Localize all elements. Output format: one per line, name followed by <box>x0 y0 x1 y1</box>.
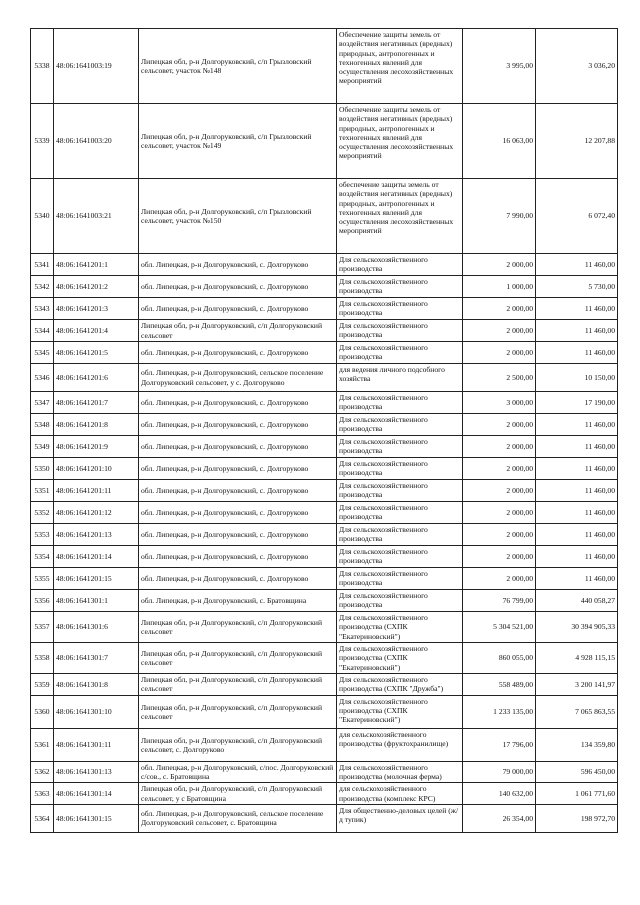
area-cell: 16 063,00 <box>463 104 536 179</box>
cadastral-cost-cell: 30 394 905,33 <box>536 612 618 643</box>
address-cell: обл. Липецкая, р-н Долгоруковский, сельское поселение Долгоруковский сельсовет, с. Братовщина <box>139 804 337 832</box>
address-cell: обл. Липецкая, р-н Долгоруковский, с. Долгоруково <box>139 568 337 590</box>
area-cell: 2 000,00 <box>463 320 536 342</box>
cadastral-number: 48:06:1641003:19 <box>54 29 139 104</box>
row-number: 5352 <box>31 502 54 524</box>
cadastral-number: 48:06:1641003:20 <box>54 104 139 179</box>
row-number: 5340 <box>31 179 54 254</box>
address-cell: Липецкая обл, р-н Долгоруковский, с/п Долгоруковский сельсовет <box>139 695 337 728</box>
area-cell: 17 796,00 <box>463 728 536 761</box>
permitted-use-cell: для ведения личного подсобного хозяйства <box>337 364 463 392</box>
area-cell: 1 000,00 <box>463 276 536 298</box>
cadastral-cost-cell: 11 460,00 <box>536 524 618 546</box>
table-row <box>31 320 618 342</box>
permitted-use-cell: для сельскохозяйственного производства (фруктохранилище) <box>337 728 463 761</box>
permitted-use-cell: Для сельскохозяйственного производства <box>337 254 463 276</box>
row-number: 5349 <box>31 436 54 458</box>
table-row <box>31 414 618 436</box>
table-body <box>31 29 618 833</box>
table-row <box>31 783 618 805</box>
table-row <box>31 364 618 392</box>
row-number: 5345 <box>31 342 54 364</box>
address-cell: обл. Липецкая, р-н Долгоруковский, с. Долгоруково <box>139 546 337 568</box>
permitted-use-cell: Для сельскохозяйственного производства (молочная ферма) <box>337 761 463 783</box>
area-cell: 2 000,00 <box>463 524 536 546</box>
area-cell: 2 000,00 <box>463 436 536 458</box>
row-number: 5357 <box>31 612 54 643</box>
cadastral-number: 48:06:1641301:7 <box>54 643 139 674</box>
area-cell: 76 799,00 <box>463 590 536 612</box>
cadastral-cost-cell: 11 460,00 <box>536 480 618 502</box>
area-cell: 1 233 135,00 <box>463 695 536 728</box>
permitted-use-cell: Для сельскохозяйственного производства <box>337 320 463 342</box>
address-cell: Липецкая обл, р-н Долгоруковский, с/п Долгоруковский сельсовет, у с Братовщина <box>139 783 337 805</box>
cadastral-cost-cell: 12 207,88 <box>536 104 618 179</box>
permitted-use-cell: Для сельскохозяйственного производства (СХПК "Екатериновский") <box>337 612 463 643</box>
cadastral-number: 48:06:1641201:8 <box>54 414 139 436</box>
cadastral-cost-cell: 6 072,40 <box>536 179 618 254</box>
cadastral-number: 48:06:1641201:1 <box>54 254 139 276</box>
cadastral-cost-cell: 596 450,00 <box>536 761 618 783</box>
cadastral-number: 48:06:1641201:4 <box>54 320 139 342</box>
table-row <box>31 568 618 590</box>
cadastral-number: 48:06:1641201:13 <box>54 524 139 546</box>
permitted-use-cell: Обеспечение защиты земель от воздействия негативных (вредных) природных, антропогенных и техногенных явлений для осуществления лесохозяйственных мероприятий <box>337 29 463 104</box>
table-row <box>31 436 618 458</box>
cadastral-cost-cell: 11 460,00 <box>536 414 618 436</box>
cadastral-number: 48:06:1641201:9 <box>54 436 139 458</box>
address-cell: обл. Липецкая, р-н Долгоруковский, с. Долгоруково <box>139 254 337 276</box>
cadastral-cost-cell: 11 460,00 <box>536 254 618 276</box>
table-row <box>31 179 618 254</box>
address-cell: Липецкая обл, р-н Долгоруковский, с/п Грызловский сельсовет, участок №149 <box>139 104 337 179</box>
cadastral-cost-cell: 3 036,20 <box>536 29 618 104</box>
row-number: 5343 <box>31 298 54 320</box>
cadastral-cost-cell: 7 065 863,55 <box>536 695 618 728</box>
area-cell: 2 000,00 <box>463 546 536 568</box>
area-cell: 2 500,00 <box>463 364 536 392</box>
table-row <box>31 643 618 674</box>
permitted-use-cell: Для сельскохозяйственного производства <box>337 480 463 502</box>
row-number: 5350 <box>31 458 54 480</box>
row-number: 5355 <box>31 568 54 590</box>
row-number: 5338 <box>31 29 54 104</box>
cadastral-cost-cell: 11 460,00 <box>536 320 618 342</box>
cadastral-number: 48:06:1641301:13 <box>54 761 139 783</box>
address-cell: обл. Липецкая, р-н Долгоруковский, с. Долгоруково <box>139 298 337 320</box>
row-number: 5356 <box>31 590 54 612</box>
cadastral-number: 48:06:1641301:11 <box>54 728 139 761</box>
cadastral-number: 48:06:1641201:11 <box>54 480 139 502</box>
permitted-use-cell: Для сельскохозяйственного производства (СХПК "Дружба") <box>337 673 463 695</box>
area-cell: 558 489,00 <box>463 673 536 695</box>
permitted-use-cell: Для сельскохозяйственного производства <box>337 392 463 414</box>
area-cell: 3 000,00 <box>463 392 536 414</box>
permitted-use-cell: Для сельскохозяйственного производства <box>337 342 463 364</box>
permitted-use-cell: Для сельскохозяйственного производства (СХПК "Екатериновский") <box>337 643 463 674</box>
permitted-use-cell: Для сельскохозяйственного производства <box>337 276 463 298</box>
address-cell: обл. Липецкая, р-н Долгоруковский, с. Долгоруково <box>139 436 337 458</box>
area-cell: 2 000,00 <box>463 414 536 436</box>
cadastral-number: 48:06:1641201:15 <box>54 568 139 590</box>
row-number: 5359 <box>31 673 54 695</box>
area-cell: 860 055,00 <box>463 643 536 674</box>
row-number: 5361 <box>31 728 54 761</box>
address-cell: Липецкая обл, р-н Долгоруковский, с/п Долгоруковский сельсовет <box>139 612 337 643</box>
row-number: 5342 <box>31 276 54 298</box>
address-cell: обл. Липецкая, р-н Долгоруковский, с. Долгоруково <box>139 480 337 502</box>
cadastral-cost-cell: 3 200 141,97 <box>536 673 618 695</box>
area-cell: 2 000,00 <box>463 502 536 524</box>
permitted-use-cell: Для сельскохозяйственного производства <box>337 298 463 320</box>
address-cell: Липецкая обл, р-н Долгоруковский, с/п Долгоруковский сельсовет <box>139 320 337 342</box>
area-cell: 140 632,00 <box>463 783 536 805</box>
permitted-use-cell: Для сельскохозяйственного производства <box>337 502 463 524</box>
permitted-use-cell: обеспечение защиты земель от воздействия негативных (вредных) природных, антропогенных и техногенных явлений для осуществления лесохозяйственных мероприятий <box>337 179 463 254</box>
address-cell: обл. Липецкая, р-н Долгоруковский, сельское поселение Долгоруковский сельсовет, у с. Долгоруково <box>139 364 337 392</box>
permitted-use-cell: Для общественно-деловых целей (ж/д тупик) <box>337 804 463 832</box>
cadastral-cost-cell: 11 460,00 <box>536 568 618 590</box>
area-cell: 2 000,00 <box>463 342 536 364</box>
row-number: 5339 <box>31 104 54 179</box>
table-row <box>31 502 618 524</box>
cadastral-cost-cell: 11 460,00 <box>536 458 618 480</box>
permitted-use-cell: Для сельскохозяйственного производства <box>337 568 463 590</box>
address-cell: обл. Липецкая, р-н Долгоруковский, с. Долгоруково <box>139 276 337 298</box>
table-row <box>31 276 618 298</box>
permitted-use-cell: для сельскохозяйственного производства (комплекс КРС) <box>337 783 463 805</box>
cadastral-number: 48:06:1641301:10 <box>54 695 139 728</box>
row-number: 5358 <box>31 643 54 674</box>
cadastral-number: 48:06:1641301:1 <box>54 590 139 612</box>
cadastral-cost-cell: 134 359,80 <box>536 728 618 761</box>
table-row <box>31 612 618 643</box>
permitted-use-cell: Для сельскохозяйственного производства <box>337 524 463 546</box>
address-cell: обл. Липецкая, р-н Долгоруковский, с. Долгоруково <box>139 458 337 480</box>
cadastral-number: 48:06:1641201:2 <box>54 276 139 298</box>
cadastral-number: 48:06:1641301:15 <box>54 804 139 832</box>
address-cell: обл. Липецкая, р-н Долгоруковский, с/пос. Долгоруковский с/сов., с. Братовщина <box>139 761 337 783</box>
table-row <box>31 524 618 546</box>
address-cell: обл. Липецкая, р-н Долгоруковский, с. Долгоруково <box>139 502 337 524</box>
table-row <box>31 104 618 179</box>
cadastral-number: 48:06:1641003:21 <box>54 179 139 254</box>
row-number: 5346 <box>31 364 54 392</box>
address-cell: обл. Липецкая, р-н Долгоруковский, с. Долгоруково <box>139 342 337 364</box>
row-number: 5364 <box>31 804 54 832</box>
area-cell: 2 000,00 <box>463 254 536 276</box>
cadastral-cost-cell: 11 460,00 <box>536 502 618 524</box>
cadastral-cost-cell: 11 460,00 <box>536 546 618 568</box>
permitted-use-cell: Для сельскохозяйственного производства (СХПК "Екатериновский") <box>337 695 463 728</box>
cadastral-cost-cell: 1 061 771,60 <box>536 783 618 805</box>
area-cell: 26 354,00 <box>463 804 536 832</box>
row-number: 5348 <box>31 414 54 436</box>
permitted-use-cell: Для сельскохозяйственного производства <box>337 546 463 568</box>
land-plots-table <box>30 28 618 833</box>
cadastral-number: 48:06:1641201:5 <box>54 342 139 364</box>
table-row <box>31 342 618 364</box>
document-page <box>30 28 617 833</box>
permitted-use-cell: Для сельскохозяйственного производства <box>337 590 463 612</box>
address-cell: Липецкая обл, р-н Долгоруковский, с/п Грызловский сельсовет, участок №148 <box>139 29 337 104</box>
table-row <box>31 695 618 728</box>
permitted-use-cell: Для сельскохозяйственного производства <box>337 436 463 458</box>
table-row <box>31 728 618 761</box>
cadastral-cost-cell: 198 972,70 <box>536 804 618 832</box>
cadastral-cost-cell: 11 460,00 <box>536 436 618 458</box>
cadastral-number: 48:06:1641201:14 <box>54 546 139 568</box>
row-number: 5347 <box>31 392 54 414</box>
area-cell: 2 000,00 <box>463 458 536 480</box>
address-cell: Липецкая обл, р-н Долгоруковский, с/п Грызловский сельсовет, участок №150 <box>139 179 337 254</box>
table-row <box>31 392 618 414</box>
address-cell: обл. Липецкая, р-н Долгоруковский, с. Долгоруково <box>139 392 337 414</box>
cadastral-number: 48:06:1641301:8 <box>54 673 139 695</box>
table-row <box>31 480 618 502</box>
cadastral-number: 48:06:1641301:6 <box>54 612 139 643</box>
cadastral-number: 48:06:1641201:12 <box>54 502 139 524</box>
row-number: 5354 <box>31 546 54 568</box>
row-number: 5360 <box>31 695 54 728</box>
cadastral-number: 48:06:1641201:7 <box>54 392 139 414</box>
cadastral-cost-cell: 11 460,00 <box>536 298 618 320</box>
area-cell: 5 304 521,00 <box>463 612 536 643</box>
permitted-use-cell: Обеспечение защиты земель от воздействия негативных (вредных) природных, антропогенных и техногенных явлений для осуществления лесохозяйственных мероприятий <box>337 104 463 179</box>
address-cell: Липецкая обл, р-н Долгоруковский, с/п Долгоруковский сельсовет <box>139 643 337 674</box>
cadastral-cost-cell: 440 058,27 <box>536 590 618 612</box>
permitted-use-cell: Для сельскохозяйственного производства <box>337 414 463 436</box>
address-cell: Липецкая обл, р-н Долгоруковский, с/п Долгоруковский сельсовет, с. Долгоруково <box>139 728 337 761</box>
table-row <box>31 673 618 695</box>
cadastral-cost-cell: 4 928 115,15 <box>536 643 618 674</box>
area-cell: 2 000,00 <box>463 298 536 320</box>
table-row <box>31 458 618 480</box>
address-cell: Липецкая обл, р-н Долгоруковский, с/п Долгоруковский сельсовет <box>139 673 337 695</box>
table-row <box>31 804 618 832</box>
row-number: 5353 <box>31 524 54 546</box>
address-cell: обл. Липецкая, р-н Долгоруковский, с. Долгоруково <box>139 414 337 436</box>
row-number: 5351 <box>31 480 54 502</box>
cadastral-number: 48:06:1641201:3 <box>54 298 139 320</box>
area-cell: 3 995,00 <box>463 29 536 104</box>
permitted-use-cell: Для сельскохозяйственного производства <box>337 458 463 480</box>
address-cell: обл. Липецкая, р-н Долгоруковский, с. Долгоруково <box>139 524 337 546</box>
area-cell: 7 990,00 <box>463 179 536 254</box>
cadastral-number: 48:06:1641201:6 <box>54 364 139 392</box>
cadastral-cost-cell: 5 730,00 <box>536 276 618 298</box>
row-number: 5341 <box>31 254 54 276</box>
table-row <box>31 29 618 104</box>
row-number: 5362 <box>31 761 54 783</box>
cadastral-cost-cell: 17 190,00 <box>536 392 618 414</box>
area-cell: 2 000,00 <box>463 480 536 502</box>
table-row <box>31 254 618 276</box>
area-cell: 2 000,00 <box>463 568 536 590</box>
table-row <box>31 298 618 320</box>
row-number: 5363 <box>31 783 54 805</box>
cadastral-cost-cell: 10 150,00 <box>536 364 618 392</box>
cadastral-cost-cell: 11 460,00 <box>536 342 618 364</box>
area-cell: 79 000,00 <box>463 761 536 783</box>
table-row <box>31 590 618 612</box>
row-number: 5344 <box>31 320 54 342</box>
table-row <box>31 761 618 783</box>
cadastral-number: 48:06:1641201:10 <box>54 458 139 480</box>
table-row <box>31 546 618 568</box>
address-cell: обл. Липецкая, р-н Долгоруковский, с. Братовщина <box>139 590 337 612</box>
cadastral-number: 48:06:1641301:14 <box>54 783 139 805</box>
